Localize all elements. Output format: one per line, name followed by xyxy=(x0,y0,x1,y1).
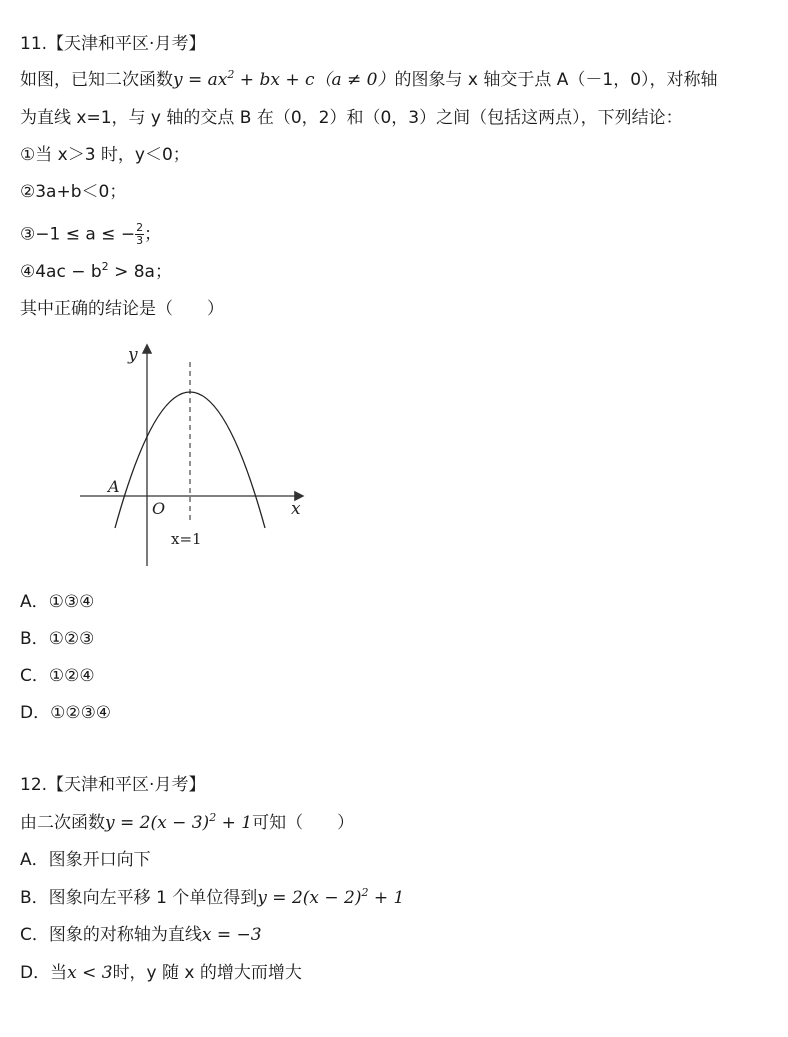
x-axis-label: x xyxy=(291,499,301,519)
q11-stem-line2: 为直线 x=1，与 y 轴的交点 B 在（0，2）和（0，3）之间（包括这两点），下列结论： xyxy=(20,108,683,128)
q12-stem xyxy=(20,811,354,835)
q11-c4-pre: ④4ac − b xyxy=(20,262,102,282)
q11-prompt: 其中正确的结论是（ ） xyxy=(20,299,224,319)
q11-option-d: D．①②③④ xyxy=(20,703,112,723)
q11-option-b: B．①②③ xyxy=(20,629,95,649)
q12-optb-pre: B．图象向左平移 1 个单位得到 xyxy=(20,888,258,908)
q12-optc-func: x = −3 xyxy=(201,925,262,945)
q11-stem-post: 的图象与 x 轴交于点 A（－1，0），对称轴 xyxy=(394,70,718,90)
q11-func-rest: + bx + c xyxy=(234,70,315,90)
q11-condition: （a ≠ 0） xyxy=(314,70,395,90)
q12-optd-func: x < 3 xyxy=(67,963,113,983)
q11-stem-pre: 如图，已知二次函数 xyxy=(20,70,173,90)
q12-header: 12.【天津和平区·月考】 xyxy=(20,775,206,795)
q11-c3-pre: ③−1 ≤ a ≤ − xyxy=(20,224,136,245)
q11-option-c: C．①②④ xyxy=(20,666,95,686)
q11-conclusion-1: ①当 x＞3 时，y＜0； xyxy=(20,145,190,165)
q12-option-c xyxy=(20,923,262,947)
q12-option-a: A．图象开口向下 xyxy=(20,850,151,870)
symmetry-axis-label: x=1 xyxy=(171,530,202,548)
q12-stem-post: 可知（ ） xyxy=(252,813,355,833)
q11-c4-exp: 2 xyxy=(101,260,109,273)
q12-func-rest: + 1 xyxy=(216,813,253,833)
point-a-label: A xyxy=(108,477,120,496)
q11-func: y = ax xyxy=(173,70,228,90)
q11-c4-post: > 8a； xyxy=(108,262,172,282)
q11-conclusion-2: ②3a+b＜0； xyxy=(20,182,127,202)
q11-func-exp: 2 xyxy=(227,68,235,81)
q12-optb-func: y = 2(x − 2) xyxy=(257,888,362,908)
q12-optd-pre: D．当 xyxy=(20,963,68,983)
q12-option-d xyxy=(20,961,302,985)
q11-c3-post: ； xyxy=(144,224,162,245)
q11-c3-denominator: 3 xyxy=(136,234,144,247)
q12-optb-rest: + 1 xyxy=(368,888,405,908)
q12-func: y = 2(x − 3) xyxy=(105,813,210,833)
origin-label: O xyxy=(152,499,166,518)
q12-stem-pre: 由二次函数 xyxy=(20,813,105,833)
q12-optd-post: 时，y 随 x 的增大而增大 xyxy=(112,963,302,983)
y-axis-label: y xyxy=(128,345,138,365)
q12-option-b xyxy=(20,886,404,910)
q12-optc-pre: C．图象的对称轴为直线 xyxy=(20,925,202,945)
q11-header: 11.【天津和平区·月考】 xyxy=(20,34,206,54)
q12-func-exp: 2 xyxy=(209,811,217,824)
q12-optb-exp: 2 xyxy=(361,886,369,899)
q11-option-a: A．①③④ xyxy=(20,592,95,612)
q11-c3-numerator: 2 xyxy=(136,221,144,234)
